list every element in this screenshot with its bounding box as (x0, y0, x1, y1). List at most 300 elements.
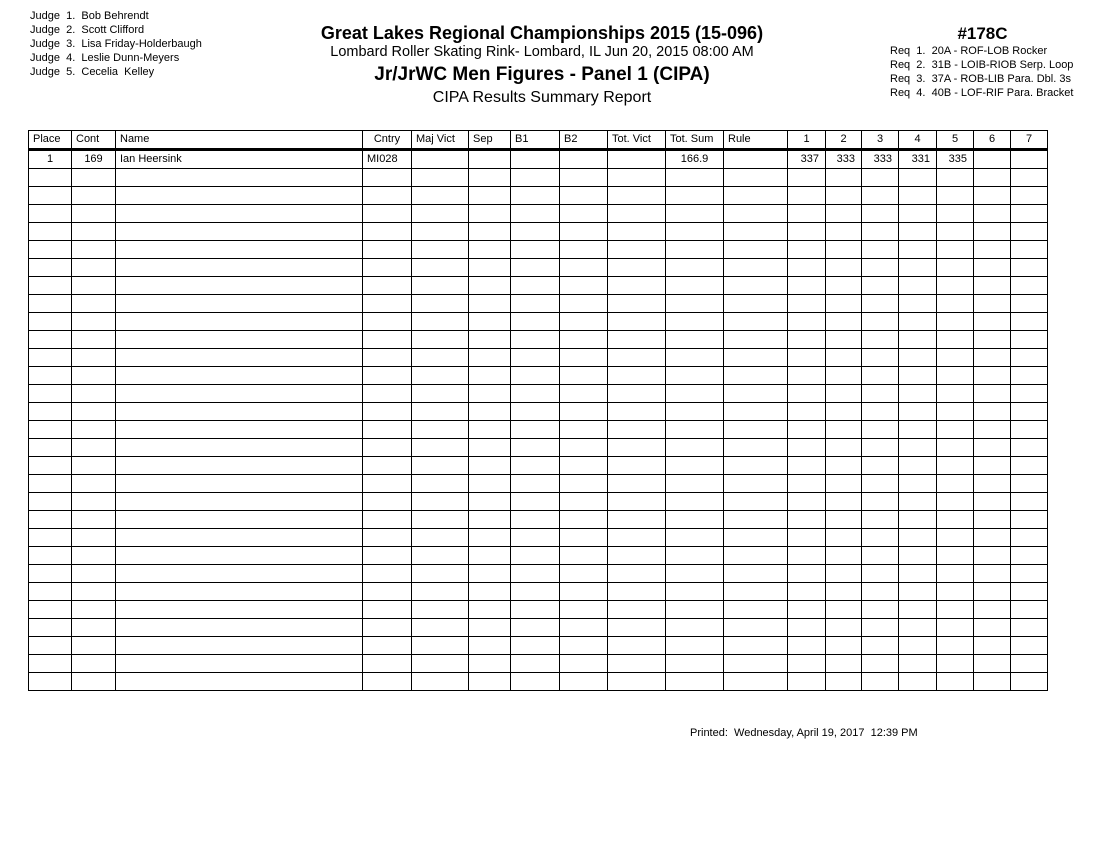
empty-cell (899, 583, 937, 601)
empty-cell (666, 421, 724, 439)
empty-cell (826, 475, 862, 493)
empty-cell (560, 601, 608, 619)
empty-cell (1011, 295, 1048, 313)
empty-cell (862, 475, 899, 493)
empty-cell (937, 349, 974, 367)
empty-cell (862, 637, 899, 655)
empty-cell (724, 475, 788, 493)
cell-b2 (560, 150, 608, 169)
empty-cell (937, 205, 974, 223)
empty-cell (862, 493, 899, 511)
empty-cell (608, 421, 666, 439)
empty-cell (862, 349, 899, 367)
empty-cell (511, 421, 560, 439)
empty-cell (412, 475, 469, 493)
empty-cell (974, 349, 1011, 367)
empty-cell (469, 403, 511, 421)
empty-cell (412, 385, 469, 403)
empty-cell (666, 169, 724, 187)
col-b2: B2 (560, 131, 608, 150)
cell-cntry: MI028 (363, 150, 412, 169)
printed-timestamp: Printed: Wednesday, April 19, 2017 12:39 PM (690, 727, 918, 739)
empty-cell (826, 223, 862, 241)
empty-cell (560, 187, 608, 205)
empty-cell (666, 241, 724, 259)
empty-cell (899, 331, 937, 349)
empty-cell (788, 331, 826, 349)
empty-cell (974, 385, 1011, 403)
empty-cell (788, 187, 826, 205)
empty-cell (826, 439, 862, 457)
empty-cell (29, 169, 72, 187)
empty-cell (511, 223, 560, 241)
cell-place: 1 (29, 150, 72, 169)
table-row (29, 150, 1048, 169)
empty-cell (724, 277, 788, 295)
empty-cell (412, 349, 469, 367)
empty-cell (788, 295, 826, 313)
empty-cell (724, 673, 788, 691)
empty-cell (862, 655, 899, 673)
empty-cell (608, 295, 666, 313)
empty-cell (511, 637, 560, 655)
empty-cell (560, 277, 608, 295)
empty-cell (560, 511, 608, 529)
empty-cell (1011, 421, 1048, 439)
empty-cell (1011, 547, 1048, 565)
requirement-2: Req 2. 31B - LOIB-RIOB Serp. Loop (890, 59, 1074, 71)
empty-cell (560, 637, 608, 655)
judge-1: Judge 1. Bob Behrendt (30, 10, 149, 22)
empty-cell (974, 529, 1011, 547)
col-judge-3: 3 (862, 131, 899, 150)
empty-cell (974, 241, 1011, 259)
empty-cell (412, 655, 469, 673)
empty-cell (826, 259, 862, 277)
empty-cell (724, 511, 788, 529)
empty-cell (560, 205, 608, 223)
event-info (890, 24, 1095, 100)
empty-cell (862, 529, 899, 547)
empty-cell (72, 241, 116, 259)
empty-cell (469, 205, 511, 223)
empty-cell (511, 241, 560, 259)
empty-cell (363, 385, 412, 403)
empty-cell (788, 259, 826, 277)
empty-cell (116, 637, 363, 655)
empty-cell (29, 637, 72, 655)
empty-cell (511, 457, 560, 475)
table-row-empty (29, 385, 1048, 403)
empty-cell (724, 493, 788, 511)
empty-cell (363, 169, 412, 187)
empty-cell (826, 169, 862, 187)
cell-maj-vict (412, 150, 469, 169)
empty-cell (862, 403, 899, 421)
empty-cell (666, 295, 724, 313)
empty-cell (72, 349, 116, 367)
empty-cell (469, 241, 511, 259)
empty-cell (937, 331, 974, 349)
empty-cell (788, 169, 826, 187)
empty-cell (826, 601, 862, 619)
empty-cell (974, 583, 1011, 601)
empty-cell (469, 295, 511, 313)
empty-cell (511, 583, 560, 601)
empty-cell (899, 547, 937, 565)
empty-cell (826, 241, 862, 259)
empty-cell (899, 529, 937, 547)
col-judge-4: 4 (899, 131, 937, 150)
empty-cell (826, 655, 862, 673)
empty-cell (29, 583, 72, 601)
empty-cell (974, 565, 1011, 583)
empty-cell (826, 187, 862, 205)
empty-cell (72, 583, 116, 601)
empty-cell (560, 403, 608, 421)
empty-cell (666, 655, 724, 673)
empty-cell (937, 547, 974, 565)
empty-cell (1011, 673, 1048, 691)
empty-cell (974, 439, 1011, 457)
empty-cell (469, 457, 511, 475)
empty-cell (937, 493, 974, 511)
empty-cell (1011, 331, 1048, 349)
empty-cell (862, 421, 899, 439)
empty-cell (788, 655, 826, 673)
empty-cell (724, 637, 788, 655)
empty-cell (608, 187, 666, 205)
empty-cell (937, 673, 974, 691)
empty-cell (363, 205, 412, 223)
empty-cell (412, 439, 469, 457)
empty-cell (608, 169, 666, 187)
table-row-empty (29, 295, 1048, 313)
empty-cell (899, 187, 937, 205)
empty-cell (560, 619, 608, 637)
empty-cell (608, 385, 666, 403)
empty-cell (72, 169, 116, 187)
empty-cell (511, 493, 560, 511)
table-row-empty (29, 583, 1048, 601)
empty-cell (1011, 205, 1048, 223)
empty-cell (788, 205, 826, 223)
empty-cell (511, 547, 560, 565)
empty-cell (560, 655, 608, 673)
empty-cell (899, 637, 937, 655)
empty-cell (724, 313, 788, 331)
empty-cell (826, 367, 862, 385)
empty-cell (724, 205, 788, 223)
empty-cell (469, 583, 511, 601)
empty-cell (788, 403, 826, 421)
empty-cell (788, 511, 826, 529)
empty-cell (469, 637, 511, 655)
empty-cell (116, 673, 363, 691)
empty-cell (412, 169, 469, 187)
empty-cell (937, 565, 974, 583)
empty-cell (363, 457, 412, 475)
empty-cell (560, 565, 608, 583)
empty-cell (511, 475, 560, 493)
empty-cell (363, 313, 412, 331)
empty-cell (116, 313, 363, 331)
empty-cell (788, 313, 826, 331)
empty-cell (1011, 457, 1048, 475)
empty-cell (363, 655, 412, 673)
empty-cell (412, 241, 469, 259)
col-name: Name (116, 131, 363, 150)
empty-cell (29, 385, 72, 403)
empty-cell (72, 439, 116, 457)
empty-cell (560, 331, 608, 349)
empty-cell (608, 529, 666, 547)
col-rule: Rule (724, 131, 788, 150)
empty-cell (412, 295, 469, 313)
empty-cell (974, 295, 1011, 313)
empty-cell (1011, 529, 1048, 547)
cell-judge-6 (974, 150, 1011, 169)
empty-cell (560, 529, 608, 547)
empty-cell (862, 277, 899, 295)
empty-cell (469, 529, 511, 547)
empty-cell (974, 457, 1011, 475)
empty-cell (899, 403, 937, 421)
cell-rule (724, 150, 788, 169)
empty-cell (116, 349, 363, 367)
empty-cell (511, 565, 560, 583)
empty-cell (1011, 439, 1048, 457)
empty-cell (1011, 601, 1048, 619)
table-row-empty (29, 511, 1048, 529)
empty-cell (560, 349, 608, 367)
empty-cell (974, 673, 1011, 691)
col-maj-vict: Maj Vict (412, 131, 469, 150)
empty-cell (412, 457, 469, 475)
empty-cell (412, 259, 469, 277)
empty-cell (937, 655, 974, 673)
table-row-empty (29, 187, 1048, 205)
empty-cell (72, 637, 116, 655)
empty-cell (560, 421, 608, 439)
empty-cell (937, 223, 974, 241)
empty-cell (666, 385, 724, 403)
empty-cell (363, 277, 412, 295)
empty-cell (788, 475, 826, 493)
empty-cell (899, 673, 937, 691)
empty-cell (666, 367, 724, 385)
empty-cell (412, 511, 469, 529)
requirement-1: Req 1. 20A - ROF-LOB Rocker (890, 45, 1048, 57)
empty-cell (72, 403, 116, 421)
empty-cell (72, 457, 116, 475)
empty-cell (937, 511, 974, 529)
empty-cell (469, 349, 511, 367)
cell-name: Ian Heersink (116, 150, 363, 169)
empty-cell (363, 619, 412, 637)
empty-cell (608, 259, 666, 277)
empty-cell (724, 259, 788, 277)
empty-cell (974, 601, 1011, 619)
empty-cell (72, 331, 116, 349)
empty-cell (608, 511, 666, 529)
empty-cell (899, 619, 937, 637)
empty-cell (511, 349, 560, 367)
empty-cell (72, 601, 116, 619)
empty-cell (363, 583, 412, 601)
empty-cell (826, 565, 862, 583)
empty-cell (826, 421, 862, 439)
table-row-empty (29, 223, 1048, 241)
empty-cell (974, 259, 1011, 277)
empty-cell (862, 547, 899, 565)
empty-cell (937, 367, 974, 385)
judges-list (30, 9, 202, 79)
empty-cell (826, 673, 862, 691)
empty-cell (899, 295, 937, 313)
empty-cell (29, 313, 72, 331)
table-row-empty (29, 421, 1048, 439)
empty-cell (666, 493, 724, 511)
empty-cell (974, 421, 1011, 439)
empty-cell (862, 295, 899, 313)
empty-cell (724, 223, 788, 241)
empty-cell (666, 583, 724, 601)
empty-cell (724, 529, 788, 547)
table-row-empty (29, 619, 1048, 637)
empty-cell (511, 529, 560, 547)
empty-cell (937, 439, 974, 457)
empty-cell (363, 187, 412, 205)
empty-cell (666, 439, 724, 457)
empty-cell (1011, 367, 1048, 385)
empty-cell (937, 259, 974, 277)
empty-cell (608, 331, 666, 349)
empty-cell (560, 295, 608, 313)
empty-cell (29, 619, 72, 637)
table-row-empty (29, 493, 1048, 511)
cell-tot-sum: 166.9 (666, 150, 724, 169)
empty-cell (608, 547, 666, 565)
empty-cell (72, 385, 116, 403)
empty-cell (1011, 637, 1048, 655)
empty-cell (666, 565, 724, 583)
empty-cell (788, 349, 826, 367)
empty-cell (937, 277, 974, 295)
empty-cell (937, 313, 974, 331)
empty-cell (511, 601, 560, 619)
empty-cell (412, 421, 469, 439)
empty-cell (560, 223, 608, 241)
empty-cell (560, 313, 608, 331)
empty-cell (899, 565, 937, 583)
empty-cell (72, 295, 116, 313)
empty-cell (116, 583, 363, 601)
empty-cell (666, 277, 724, 295)
empty-cell (1011, 259, 1048, 277)
empty-cell (899, 421, 937, 439)
empty-cell (826, 277, 862, 295)
empty-cell (412, 547, 469, 565)
empty-cell (666, 457, 724, 475)
empty-cell (899, 169, 937, 187)
empty-cell (469, 673, 511, 691)
empty-cell (666, 547, 724, 565)
empty-cell (666, 475, 724, 493)
empty-cell (862, 673, 899, 691)
empty-cell (116, 367, 363, 385)
empty-cell (974, 619, 1011, 637)
judge-5: Judge 5. Cecelia Kelley (30, 66, 155, 78)
empty-cell (511, 403, 560, 421)
empty-cell (724, 439, 788, 457)
empty-cell (788, 673, 826, 691)
empty-cell (1011, 475, 1048, 493)
empty-cell (412, 601, 469, 619)
empty-cell (363, 511, 412, 529)
table-row-empty (29, 349, 1048, 367)
col-sep: Sep (469, 131, 511, 150)
empty-cell (1011, 493, 1048, 511)
empty-cell (412, 637, 469, 655)
empty-cell (116, 601, 363, 619)
table-row-empty (29, 655, 1048, 673)
empty-cell (469, 601, 511, 619)
empty-cell (560, 439, 608, 457)
empty-cell (72, 619, 116, 637)
table-row-empty (29, 331, 1048, 349)
empty-cell (899, 241, 937, 259)
empty-cell (899, 367, 937, 385)
empty-cell (1011, 241, 1048, 259)
empty-cell (116, 223, 363, 241)
empty-cell (560, 493, 608, 511)
empty-cell (560, 241, 608, 259)
empty-cell (937, 583, 974, 601)
empty-cell (788, 367, 826, 385)
empty-cell (469, 493, 511, 511)
empty-cell (560, 385, 608, 403)
empty-cell (899, 259, 937, 277)
empty-cell (363, 475, 412, 493)
empty-cell (116, 439, 363, 457)
empty-cell (469, 277, 511, 295)
empty-cell (1011, 385, 1048, 403)
table-row-empty (29, 547, 1048, 565)
empty-cell (724, 601, 788, 619)
empty-cell (29, 295, 72, 313)
empty-cell (412, 313, 469, 331)
empty-cell (724, 169, 788, 187)
empty-cell (862, 241, 899, 259)
empty-cell (560, 673, 608, 691)
empty-cell (862, 367, 899, 385)
table-row-empty (29, 403, 1048, 421)
col-judge-6: 6 (974, 131, 1011, 150)
empty-cell (937, 619, 974, 637)
empty-cell (412, 367, 469, 385)
empty-cell (560, 259, 608, 277)
empty-cell (412, 619, 469, 637)
empty-cell (1011, 349, 1048, 367)
empty-cell (826, 385, 862, 403)
empty-cell (363, 295, 412, 313)
empty-cell (363, 529, 412, 547)
empty-cell (469, 331, 511, 349)
empty-cell (899, 277, 937, 295)
empty-cell (412, 331, 469, 349)
table-row-empty (29, 241, 1048, 259)
